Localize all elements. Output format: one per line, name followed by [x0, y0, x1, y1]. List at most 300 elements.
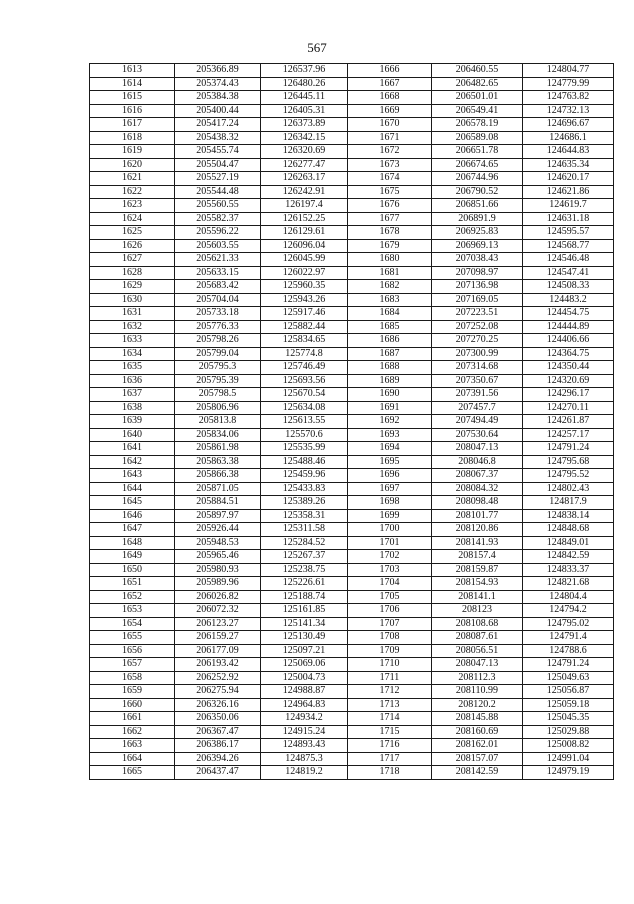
point-number-left-cell: 1661 [90, 712, 175, 726]
x-coordinate-right-cell: 207300.99 [432, 347, 523, 361]
y-coordinate-right-cell: 124406.66 [523, 334, 614, 348]
y-coordinate-right-cell: 125059.18 [523, 698, 614, 712]
x-coordinate-right-cell: 207391.56 [432, 388, 523, 402]
point-number-right-cell: 1695 [348, 455, 432, 469]
point-number-right-cell: 1683 [348, 293, 432, 307]
y-coordinate-right-cell: 124261.87 [523, 415, 614, 429]
x-coordinate-left-cell: 205798.26 [175, 334, 261, 348]
y-coordinate-left-cell: 125238.75 [261, 563, 348, 577]
y-coordinate-right-cell: 124794.2 [523, 604, 614, 618]
x-coordinate-left-cell: 205544.48 [175, 185, 261, 199]
x-coordinate-left-cell: 205384.38 [175, 91, 261, 105]
y-coordinate-left-cell: 126152.25 [261, 212, 348, 226]
x-coordinate-right-cell: 208162.01 [432, 739, 523, 753]
x-coordinate-left-cell: 205798.5 [175, 388, 261, 402]
y-coordinate-left-cell: 125882.44 [261, 320, 348, 334]
x-coordinate-left-cell: 205560.55 [175, 199, 261, 213]
table-row [90, 604, 614, 618]
x-coordinate-right-cell: 208142.59 [432, 766, 523, 780]
point-number-left-cell: 1648 [90, 536, 175, 550]
y-coordinate-right-cell: 125056.87 [523, 685, 614, 699]
point-number-left-cell: 1664 [90, 752, 175, 766]
x-coordinate-left-cell: 206123.27 [175, 617, 261, 631]
x-coordinate-right-cell: 208112.3 [432, 671, 523, 685]
point-number-left-cell: 1622 [90, 185, 175, 199]
point-number-left-cell: 1633 [90, 334, 175, 348]
x-coordinate-left-cell: 205504.47 [175, 158, 261, 172]
y-coordinate-left-cell: 125459.96 [261, 469, 348, 483]
x-coordinate-left-cell: 205799.04 [175, 347, 261, 361]
y-coordinate-left-cell: 125358.31 [261, 509, 348, 523]
table-row [90, 415, 614, 429]
point-number-right-cell: 1696 [348, 469, 432, 483]
point-number-left-cell: 1616 [90, 104, 175, 118]
x-coordinate-left-cell: 206437.47 [175, 766, 261, 780]
x-coordinate-left-cell: 206177.09 [175, 644, 261, 658]
table-row [90, 374, 614, 388]
y-coordinate-left-cell: 125488.46 [261, 455, 348, 469]
x-coordinate-left-cell: 205455.74 [175, 145, 261, 159]
y-coordinate-left-cell: 126242.91 [261, 185, 348, 199]
point-number-left-cell: 1615 [90, 91, 175, 105]
x-coordinate-right-cell: 208141.93 [432, 536, 523, 550]
point-number-left-cell: 1635 [90, 361, 175, 375]
point-number-left-cell: 1662 [90, 725, 175, 739]
y-coordinate-right-cell: 124788.6 [523, 644, 614, 658]
point-number-right-cell: 1703 [348, 563, 432, 577]
y-coordinate-left-cell: 125570.6 [261, 428, 348, 442]
y-coordinate-right-cell: 124795.68 [523, 455, 614, 469]
x-coordinate-left-cell: 205989.96 [175, 577, 261, 591]
x-coordinate-right-cell: 208120.2 [432, 698, 523, 712]
y-coordinate-left-cell: 124988.87 [261, 685, 348, 699]
y-coordinate-left-cell: 125389.26 [261, 496, 348, 510]
y-coordinate-right-cell: 124848.68 [523, 523, 614, 537]
x-coordinate-right-cell: 206482.65 [432, 77, 523, 91]
y-coordinate-right-cell: 124320.69 [523, 374, 614, 388]
x-coordinate-left-cell: 205861.98 [175, 442, 261, 456]
x-coordinate-left-cell: 205806.96 [175, 401, 261, 415]
table-row [90, 185, 614, 199]
x-coordinate-right-cell: 208157.07 [432, 752, 523, 766]
point-number-left-cell: 1637 [90, 388, 175, 402]
table-row [90, 671, 614, 685]
point-number-left-cell: 1628 [90, 266, 175, 280]
y-coordinate-right-cell: 124296.17 [523, 388, 614, 402]
y-coordinate-left-cell: 125311.58 [261, 523, 348, 537]
point-number-left-cell: 1658 [90, 671, 175, 685]
x-coordinate-left-cell: 206072.32 [175, 604, 261, 618]
point-number-right-cell: 1711 [348, 671, 432, 685]
table-row [90, 361, 614, 375]
table-row [90, 644, 614, 658]
x-coordinate-left-cell: 205863.38 [175, 455, 261, 469]
x-coordinate-left-cell: 205733.18 [175, 307, 261, 321]
x-coordinate-right-cell: 208101.77 [432, 509, 523, 523]
point-number-left-cell: 1644 [90, 482, 175, 496]
table-row [90, 131, 614, 145]
x-coordinate-left-cell: 205438.32 [175, 131, 261, 145]
point-number-right-cell: 1669 [348, 104, 432, 118]
point-number-left-cell: 1653 [90, 604, 175, 618]
x-coordinate-left-cell: 206275.94 [175, 685, 261, 699]
point-number-left-cell: 1645 [90, 496, 175, 510]
point-number-left-cell: 1618 [90, 131, 175, 145]
point-number-left-cell: 1632 [90, 320, 175, 334]
y-coordinate-right-cell: 124619.7 [523, 199, 614, 213]
y-coordinate-right-cell: 124508.33 [523, 280, 614, 294]
x-coordinate-right-cell: 208047.13 [432, 442, 523, 456]
point-number-right-cell: 1714 [348, 712, 432, 726]
point-number-left-cell: 1625 [90, 226, 175, 240]
x-coordinate-right-cell: 207314.68 [432, 361, 523, 375]
x-coordinate-left-cell: 205366.89 [175, 64, 261, 78]
x-coordinate-left-cell: 205813.8 [175, 415, 261, 429]
table-row [90, 496, 614, 510]
table-row [90, 442, 614, 456]
x-coordinate-right-cell: 208159.87 [432, 563, 523, 577]
y-coordinate-right-cell: 125029.88 [523, 725, 614, 739]
point-number-left-cell: 1626 [90, 239, 175, 253]
y-coordinate-right-cell: 124842.59 [523, 550, 614, 564]
y-coordinate-left-cell: 126405.31 [261, 104, 348, 118]
x-coordinate-right-cell: 208123 [432, 604, 523, 618]
x-coordinate-left-cell: 205400.44 [175, 104, 261, 118]
x-coordinate-right-cell: 208047.13 [432, 658, 523, 672]
y-coordinate-left-cell: 125188.74 [261, 590, 348, 604]
x-coordinate-left-cell: 205527.19 [175, 172, 261, 186]
x-coordinate-left-cell: 206252.92 [175, 671, 261, 685]
point-number-left-cell: 1614 [90, 77, 175, 91]
x-coordinate-right-cell: 207494.49 [432, 415, 523, 429]
y-coordinate-left-cell: 126197.4 [261, 199, 348, 213]
y-coordinate-left-cell: 125141.34 [261, 617, 348, 631]
y-coordinate-right-cell: 124270.11 [523, 401, 614, 415]
point-number-right-cell: 1702 [348, 550, 432, 564]
x-coordinate-right-cell: 206851.66 [432, 199, 523, 213]
x-coordinate-left-cell: 205965.46 [175, 550, 261, 564]
y-coordinate-right-cell: 124257.17 [523, 428, 614, 442]
point-number-right-cell: 1701 [348, 536, 432, 550]
y-coordinate-right-cell: 124991.04 [523, 752, 614, 766]
x-coordinate-left-cell: 205897.97 [175, 509, 261, 523]
point-number-left-cell: 1643 [90, 469, 175, 483]
table-row [90, 631, 614, 645]
y-coordinate-left-cell: 126022.97 [261, 266, 348, 280]
point-number-right-cell: 1670 [348, 118, 432, 132]
x-coordinate-right-cell: 206460.55 [432, 64, 523, 78]
point-number-right-cell: 1694 [348, 442, 432, 456]
point-number-right-cell: 1697 [348, 482, 432, 496]
table-row [90, 590, 614, 604]
coordinates-table [89, 63, 614, 780]
y-coordinate-right-cell: 124791.4 [523, 631, 614, 645]
y-coordinate-left-cell: 124893.43 [261, 739, 348, 753]
table-row [90, 685, 614, 699]
y-coordinate-left-cell: 126537.96 [261, 64, 348, 78]
table-row [90, 77, 614, 91]
x-coordinate-right-cell: 207457.7 [432, 401, 523, 415]
y-coordinate-right-cell: 124838.14 [523, 509, 614, 523]
point-number-left-cell: 1649 [90, 550, 175, 564]
point-number-left-cell: 1619 [90, 145, 175, 159]
x-coordinate-right-cell: 207136.98 [432, 280, 523, 294]
x-coordinate-left-cell: 205582.37 [175, 212, 261, 226]
point-number-left-cell: 1642 [90, 455, 175, 469]
y-coordinate-right-cell: 124696.67 [523, 118, 614, 132]
table-row [90, 577, 614, 591]
y-coordinate-right-cell: 124795.02 [523, 617, 614, 631]
y-coordinate-left-cell: 126373.89 [261, 118, 348, 132]
x-coordinate-left-cell: 205884.51 [175, 496, 261, 510]
y-coordinate-left-cell: 124964.83 [261, 698, 348, 712]
point-number-right-cell: 1680 [348, 253, 432, 267]
x-coordinate-right-cell: 208067.37 [432, 469, 523, 483]
y-coordinate-left-cell: 125834.65 [261, 334, 348, 348]
x-coordinate-right-cell: 208087.61 [432, 631, 523, 645]
point-number-right-cell: 1679 [348, 239, 432, 253]
y-coordinate-left-cell: 125097.21 [261, 644, 348, 658]
table-row [90, 145, 614, 159]
table-row [90, 455, 614, 469]
y-coordinate-left-cell: 125226.61 [261, 577, 348, 591]
point-number-left-cell: 1657 [90, 658, 175, 672]
x-coordinate-left-cell: 206159.27 [175, 631, 261, 645]
table-row [90, 563, 614, 577]
point-number-right-cell: 1690 [348, 388, 432, 402]
x-coordinate-left-cell: 206386.17 [175, 739, 261, 753]
y-coordinate-left-cell: 124875.3 [261, 752, 348, 766]
point-number-right-cell: 1688 [348, 361, 432, 375]
point-number-right-cell: 1687 [348, 347, 432, 361]
x-coordinate-right-cell: 206674.65 [432, 158, 523, 172]
table-body [90, 64, 614, 780]
table-row [90, 64, 614, 78]
point-number-left-cell: 1656 [90, 644, 175, 658]
point-number-right-cell: 1674 [348, 172, 432, 186]
point-number-right-cell: 1676 [348, 199, 432, 213]
table-row [90, 523, 614, 537]
y-coordinate-right-cell: 124804.77 [523, 64, 614, 78]
x-coordinate-left-cell: 205683.42 [175, 280, 261, 294]
y-coordinate-right-cell: 124454.75 [523, 307, 614, 321]
table-row [90, 739, 614, 753]
x-coordinate-left-cell: 205776.33 [175, 320, 261, 334]
y-coordinate-left-cell: 125161.85 [261, 604, 348, 618]
y-coordinate-left-cell: 126277.47 [261, 158, 348, 172]
y-coordinate-right-cell: 124644.83 [523, 145, 614, 159]
x-coordinate-right-cell: 208120.86 [432, 523, 523, 537]
point-number-left-cell: 1630 [90, 293, 175, 307]
y-coordinate-right-cell: 124595.57 [523, 226, 614, 240]
point-number-right-cell: 1700 [348, 523, 432, 537]
y-coordinate-left-cell: 125433.83 [261, 482, 348, 496]
table-row [90, 428, 614, 442]
y-coordinate-right-cell: 125049.63 [523, 671, 614, 685]
y-coordinate-right-cell: 124350.44 [523, 361, 614, 375]
x-coordinate-left-cell: 205417.24 [175, 118, 261, 132]
point-number-right-cell: 1717 [348, 752, 432, 766]
y-coordinate-right-cell: 124817.9 [523, 496, 614, 510]
point-number-right-cell: 1691 [348, 401, 432, 415]
point-number-right-cell: 1713 [348, 698, 432, 712]
x-coordinate-left-cell: 205980.93 [175, 563, 261, 577]
y-coordinate-right-cell: 124621.86 [523, 185, 614, 199]
table-row [90, 550, 614, 564]
y-coordinate-left-cell: 125960.35 [261, 280, 348, 294]
x-coordinate-right-cell: 208157.4 [432, 550, 523, 564]
x-coordinate-left-cell: 205603.55 [175, 239, 261, 253]
x-coordinate-left-cell: 205621.33 [175, 253, 261, 267]
point-number-right-cell: 1706 [348, 604, 432, 618]
point-number-left-cell: 1646 [90, 509, 175, 523]
table-row [90, 698, 614, 712]
point-number-left-cell: 1623 [90, 199, 175, 213]
point-number-right-cell: 1708 [348, 631, 432, 645]
point-number-right-cell: 1686 [348, 334, 432, 348]
x-coordinate-right-cell: 206651.78 [432, 145, 523, 159]
point-number-left-cell: 1654 [90, 617, 175, 631]
table-row [90, 347, 614, 361]
table-row [90, 388, 614, 402]
x-coordinate-left-cell: 206350.06 [175, 712, 261, 726]
point-number-right-cell: 1666 [348, 64, 432, 78]
x-coordinate-right-cell: 207350.67 [432, 374, 523, 388]
x-coordinate-left-cell: 205926.44 [175, 523, 261, 537]
x-coordinate-right-cell: 208160.69 [432, 725, 523, 739]
point-number-left-cell: 1655 [90, 631, 175, 645]
table-row [90, 712, 614, 726]
y-coordinate-left-cell: 124819.2 [261, 766, 348, 780]
x-coordinate-right-cell: 208141.1 [432, 590, 523, 604]
x-coordinate-right-cell: 207530.64 [432, 428, 523, 442]
y-coordinate-left-cell: 125670.54 [261, 388, 348, 402]
point-number-right-cell: 1712 [348, 685, 432, 699]
table-row [90, 617, 614, 631]
y-coordinate-right-cell: 124804.4 [523, 590, 614, 604]
x-coordinate-right-cell: 208145.88 [432, 712, 523, 726]
table-row [90, 725, 614, 739]
point-number-right-cell: 1698 [348, 496, 432, 510]
y-coordinate-right-cell: 124483.2 [523, 293, 614, 307]
table-row [90, 469, 614, 483]
x-coordinate-right-cell: 206969.13 [432, 239, 523, 253]
point-number-right-cell: 1716 [348, 739, 432, 753]
x-coordinate-right-cell: 207098.97 [432, 266, 523, 280]
x-coordinate-right-cell: 207223.51 [432, 307, 523, 321]
x-coordinate-left-cell: 205948.53 [175, 536, 261, 550]
x-coordinate-right-cell: 206589.08 [432, 131, 523, 145]
point-number-left-cell: 1631 [90, 307, 175, 321]
y-coordinate-left-cell: 125634.08 [261, 401, 348, 415]
y-coordinate-right-cell: 124732.13 [523, 104, 614, 118]
y-coordinate-left-cell: 125004.73 [261, 671, 348, 685]
table-row [90, 226, 614, 240]
y-coordinate-right-cell: 124821.68 [523, 577, 614, 591]
y-coordinate-right-cell: 124686.1 [523, 131, 614, 145]
point-number-right-cell: 1699 [348, 509, 432, 523]
point-number-right-cell: 1672 [348, 145, 432, 159]
point-number-right-cell: 1668 [348, 91, 432, 105]
point-number-left-cell: 1638 [90, 401, 175, 415]
table-row [90, 509, 614, 523]
point-number-right-cell: 1682 [348, 280, 432, 294]
point-number-left-cell: 1613 [90, 64, 175, 78]
y-coordinate-right-cell: 125045.35 [523, 712, 614, 726]
x-coordinate-left-cell: 205871.05 [175, 482, 261, 496]
y-coordinate-left-cell: 126320.69 [261, 145, 348, 159]
point-number-right-cell: 1675 [348, 185, 432, 199]
y-coordinate-left-cell: 125943.26 [261, 293, 348, 307]
point-number-left-cell: 1659 [90, 685, 175, 699]
y-coordinate-left-cell: 126129.61 [261, 226, 348, 240]
table-row [90, 401, 614, 415]
table-row [90, 172, 614, 186]
x-coordinate-right-cell: 206790.52 [432, 185, 523, 199]
x-coordinate-right-cell: 206578.19 [432, 118, 523, 132]
point-number-right-cell: 1710 [348, 658, 432, 672]
point-number-right-cell: 1678 [348, 226, 432, 240]
x-coordinate-left-cell: 205596.22 [175, 226, 261, 240]
table-row [90, 536, 614, 550]
point-number-right-cell: 1677 [348, 212, 432, 226]
x-coordinate-right-cell: 208154.93 [432, 577, 523, 591]
point-number-right-cell: 1705 [348, 590, 432, 604]
y-coordinate-right-cell: 124833.37 [523, 563, 614, 577]
y-coordinate-left-cell: 126480.26 [261, 77, 348, 91]
point-number-left-cell: 1636 [90, 374, 175, 388]
y-coordinate-left-cell: 125267.37 [261, 550, 348, 564]
y-coordinate-right-cell: 124795.52 [523, 469, 614, 483]
y-coordinate-right-cell: 124546.48 [523, 253, 614, 267]
x-coordinate-right-cell: 206501.01 [432, 91, 523, 105]
y-coordinate-left-cell: 126096.04 [261, 239, 348, 253]
y-coordinate-right-cell: 124568.77 [523, 239, 614, 253]
x-coordinate-right-cell: 207169.05 [432, 293, 523, 307]
point-number-left-cell: 1629 [90, 280, 175, 294]
x-coordinate-right-cell: 208098.48 [432, 496, 523, 510]
table-row [90, 199, 614, 213]
point-number-right-cell: 1689 [348, 374, 432, 388]
x-coordinate-right-cell: 208084.32 [432, 482, 523, 496]
x-coordinate-left-cell: 205795.39 [175, 374, 261, 388]
y-coordinate-left-cell: 126263.17 [261, 172, 348, 186]
y-coordinate-right-cell: 124444.89 [523, 320, 614, 334]
table-row [90, 307, 614, 321]
point-number-right-cell: 1692 [348, 415, 432, 429]
y-coordinate-left-cell: 125613.55 [261, 415, 348, 429]
x-coordinate-right-cell: 206891.9 [432, 212, 523, 226]
point-number-left-cell: 1627 [90, 253, 175, 267]
y-coordinate-right-cell: 124779.99 [523, 77, 614, 91]
point-number-left-cell: 1621 [90, 172, 175, 186]
point-number-left-cell: 1647 [90, 523, 175, 537]
point-number-left-cell: 1652 [90, 590, 175, 604]
x-coordinate-left-cell: 205795.3 [175, 361, 261, 375]
x-coordinate-left-cell: 205866.38 [175, 469, 261, 483]
y-coordinate-right-cell: 124635.34 [523, 158, 614, 172]
y-coordinate-right-cell: 124849.01 [523, 536, 614, 550]
table-row [90, 118, 614, 132]
table-row [90, 280, 614, 294]
point-number-right-cell: 1684 [348, 307, 432, 321]
point-number-right-cell: 1667 [348, 77, 432, 91]
table-row [90, 158, 614, 172]
table-row [90, 482, 614, 496]
table-row [90, 212, 614, 226]
point-number-right-cell: 1718 [348, 766, 432, 780]
x-coordinate-right-cell: 208110.99 [432, 685, 523, 699]
